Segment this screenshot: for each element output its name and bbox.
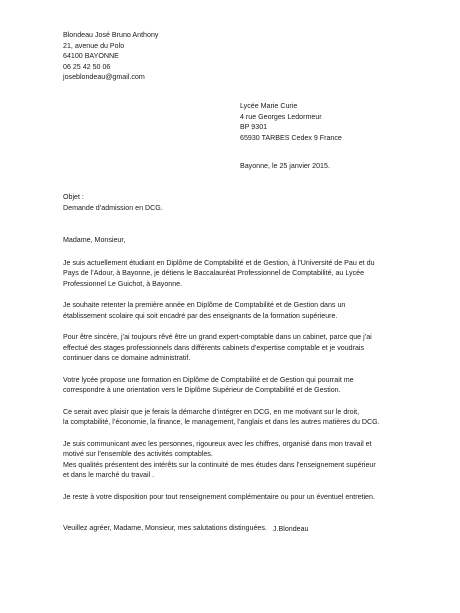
sender-email: joseblondeau@gmail.com [63, 73, 145, 82]
body-line: établissement scolaire qui soit encadré par des enseignants de la formation supérieure. [63, 311, 338, 320]
sender-street: 21, avenue du Polo [63, 41, 125, 50]
body-line: Je reste à votre disposition pour tout renseignement complémentaire ou pour un éventuel entretien. [63, 492, 375, 501]
body-line: Veuillez agréer, Madame, Monsieur, mes salutations distinguées. [63, 524, 267, 533]
body-line: Je suis actuellement étudiant en Diplôme de Comptabilité et de Gestion, à l’Université de Pau et du [63, 258, 375, 267]
body-line: motivé sur l’ensemble des activités comptables. [63, 450, 213, 459]
greeting [63, 235, 403, 246]
signature-text: J.Blondeau [273, 525, 309, 533]
paragraph-studies [63, 258, 403, 290]
body-line: Pour être sincère, j’ai toujours rêvé être un grand expert-comptable dans un cabinet, parce que j’ai [63, 333, 372, 342]
body-line: Je souhaite retenter la première année en Diplôme de Comptabilité et de Gestion dans un [63, 301, 346, 310]
body-line: correspondre à une orientation vers le Diplôme Supérieur de Comptabilité et de Gestion. [63, 386, 341, 395]
sender-name: Blondeau José Bruno Anthony [63, 31, 159, 39]
paragraph-availability [63, 492, 403, 503]
body-line: Je suis communicant avec les personnes, rigoureux avec les chiffres, organisé dans mon travail et [63, 439, 372, 448]
paragraph-school [63, 375, 403, 396]
paragraph-motivation [63, 332, 403, 364]
body-line: continuer dans ce domaine administratif. [63, 354, 191, 363]
subject-label: Objet : [63, 193, 84, 201]
sender-city: 64100 BAYONNE [63, 52, 119, 61]
recipient-street: 4 rue Georges Ledormeur [240, 112, 322, 121]
body-line: Mes qualités présentent des intérêts sur la continuité de mes études dans l’enseignement supérieur [63, 460, 376, 469]
body-line: Professionnel Le Guichot, à Bayonne. [63, 279, 183, 288]
body-line: la comptabilité, l’économie, la finance, le management, l’anglais et dans les autres matières du DCG. [63, 418, 380, 427]
recipient-name: Lycée Marie Curie [240, 102, 298, 110]
sender-phone: 06 25 42 50 06 [63, 62, 111, 71]
body-line: et dans le marché du travail . [63, 471, 155, 480]
sender-address [63, 30, 158, 83]
paragraph-qualities [63, 439, 403, 481]
letter-body [63, 235, 403, 545]
paragraph-closing [63, 523, 403, 534]
body-line: Votre lycée propose une formation en Diplôme de Comptabilité et de Gestion qui pourrait me [63, 375, 354, 384]
greeting-text: Madame, Monsieur, [63, 236, 126, 244]
paragraph-wish [63, 300, 403, 321]
recipient-po-box: BP 9301 [240, 123, 268, 132]
paragraph-integration [63, 407, 403, 428]
letter-date [240, 161, 330, 172]
signature [273, 524, 309, 535]
body-line: Ce serait avec plaisir que je ferais la démarche d’intégrer en DCG, en me motivant sur le droit, [63, 407, 360, 416]
letter-subject [63, 192, 163, 213]
recipient-city: 65930 TARBES Cedex 9 France [240, 133, 342, 142]
body-line: effectué des stages professionnels dans différents cabinets d’expertise comptable et je voudrais [63, 343, 365, 352]
recipient-address [240, 101, 342, 143]
subject-text: Demande d’admission en DCG. [63, 203, 163, 212]
body-line: Pays de l’Adour, à Bayonne, je détiens le Baccalauréat Professionnel de Comptabilité, au Lycée [63, 269, 365, 278]
date-text: Bayonne, le 25 janvier 2015. [240, 162, 330, 170]
